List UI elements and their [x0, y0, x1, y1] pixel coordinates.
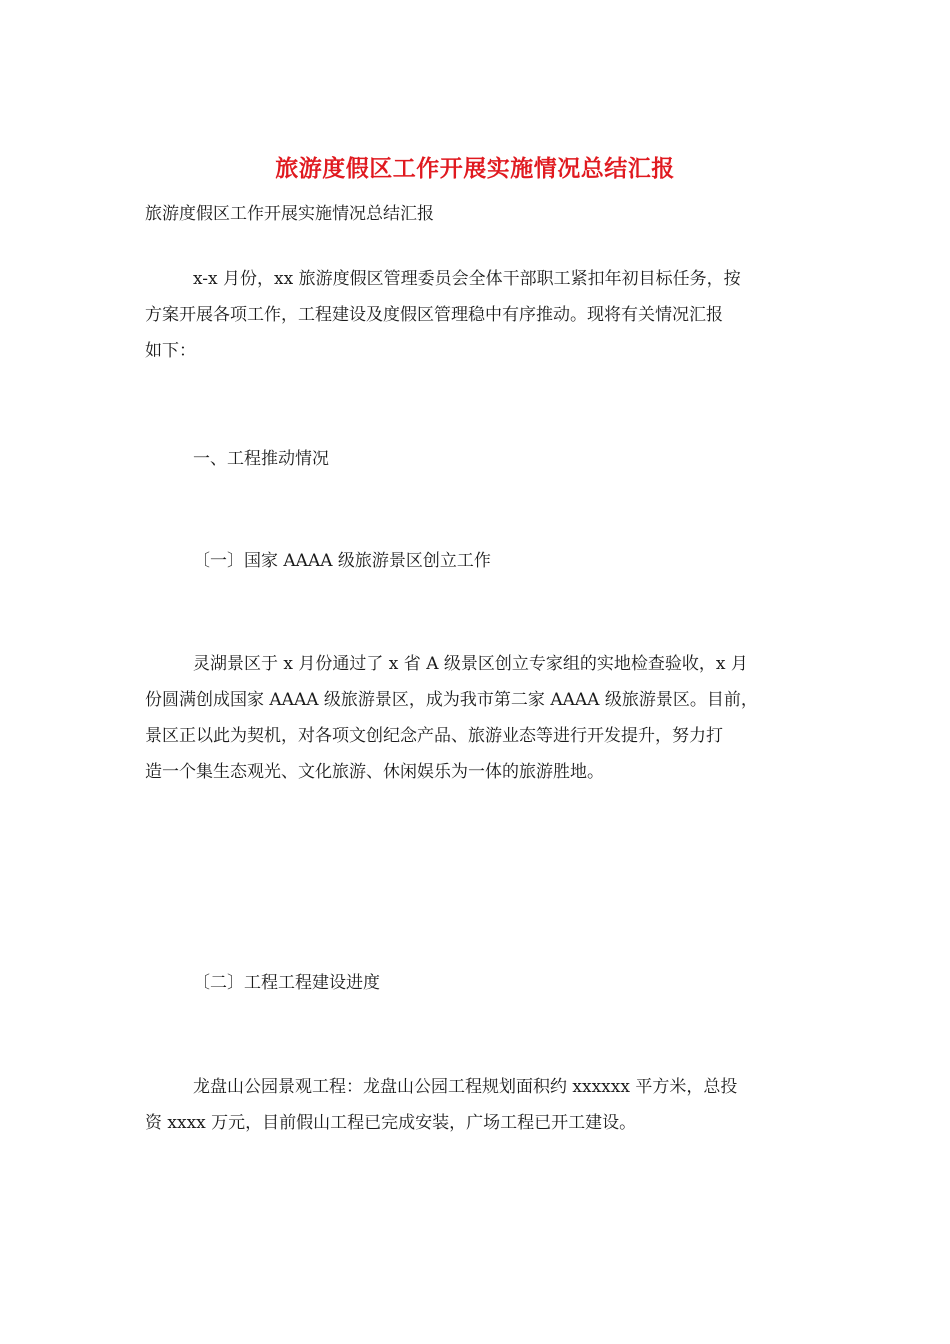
document-subtitle: 旅游度假区工作开展实施情况总结汇报 [145, 204, 434, 224]
paragraph-line: 龙盘山公园景观工程：龙盘山公园工程规划面积约 xxxxxx 平方米，总投 [193, 1077, 738, 1097]
section-heading-text: 一、工程推动情况 [193, 449, 329, 469]
paragraph-line: 如下： [145, 341, 196, 361]
intro-paragraph [145, 261, 805, 369]
section-heading-1 [145, 441, 805, 477]
paragraph-line: 份圆满创成国家 AAAA 级旅游景区，成为我市第二家 AAAA 级旅游景区。目前， [145, 690, 758, 710]
paragraph-line: 方案开展各项工作，工程建设及度假区管理稳中有序推动。现将有关情况汇报 [145, 305, 723, 325]
paragraph-line: 灵湖景区于 x 月份通过了 x 省 A 级景区创立专家组的实地检查验收，x 月 [193, 654, 748, 674]
subsection-1-paragraph [145, 646, 805, 790]
paragraph-line: 景区正以此为契机，对各项文创纪念产品、旅游业态等进行开发提升，努力打 [145, 726, 723, 746]
subsection-heading-2 [145, 965, 805, 1001]
paragraph-line: 造一个集生态观光、文化旅游、休闲娱乐为一体的旅游胜地。 [145, 762, 604, 782]
subsection-heading-1 [145, 543, 805, 579]
subsection-heading-text: 〔二〕工程工程建设进度 [193, 973, 380, 993]
subsection-heading-text: 〔一〕国家 AAAA 级旅游景区创立工作 [193, 551, 491, 571]
paragraph-line: x-x 月份，xx 旅游度假区管理委员会全体干部职工紧扣年初目标任务，按 [193, 269, 741, 289]
paragraph-line: 资 xxxx 万元，目前假山工程已完成安装，广场工程已开工建设。 [145, 1113, 637, 1133]
document-title: 旅游度假区工作开展实施情况总结汇报 [275, 155, 675, 182]
subsection-2-paragraph [145, 1069, 805, 1141]
